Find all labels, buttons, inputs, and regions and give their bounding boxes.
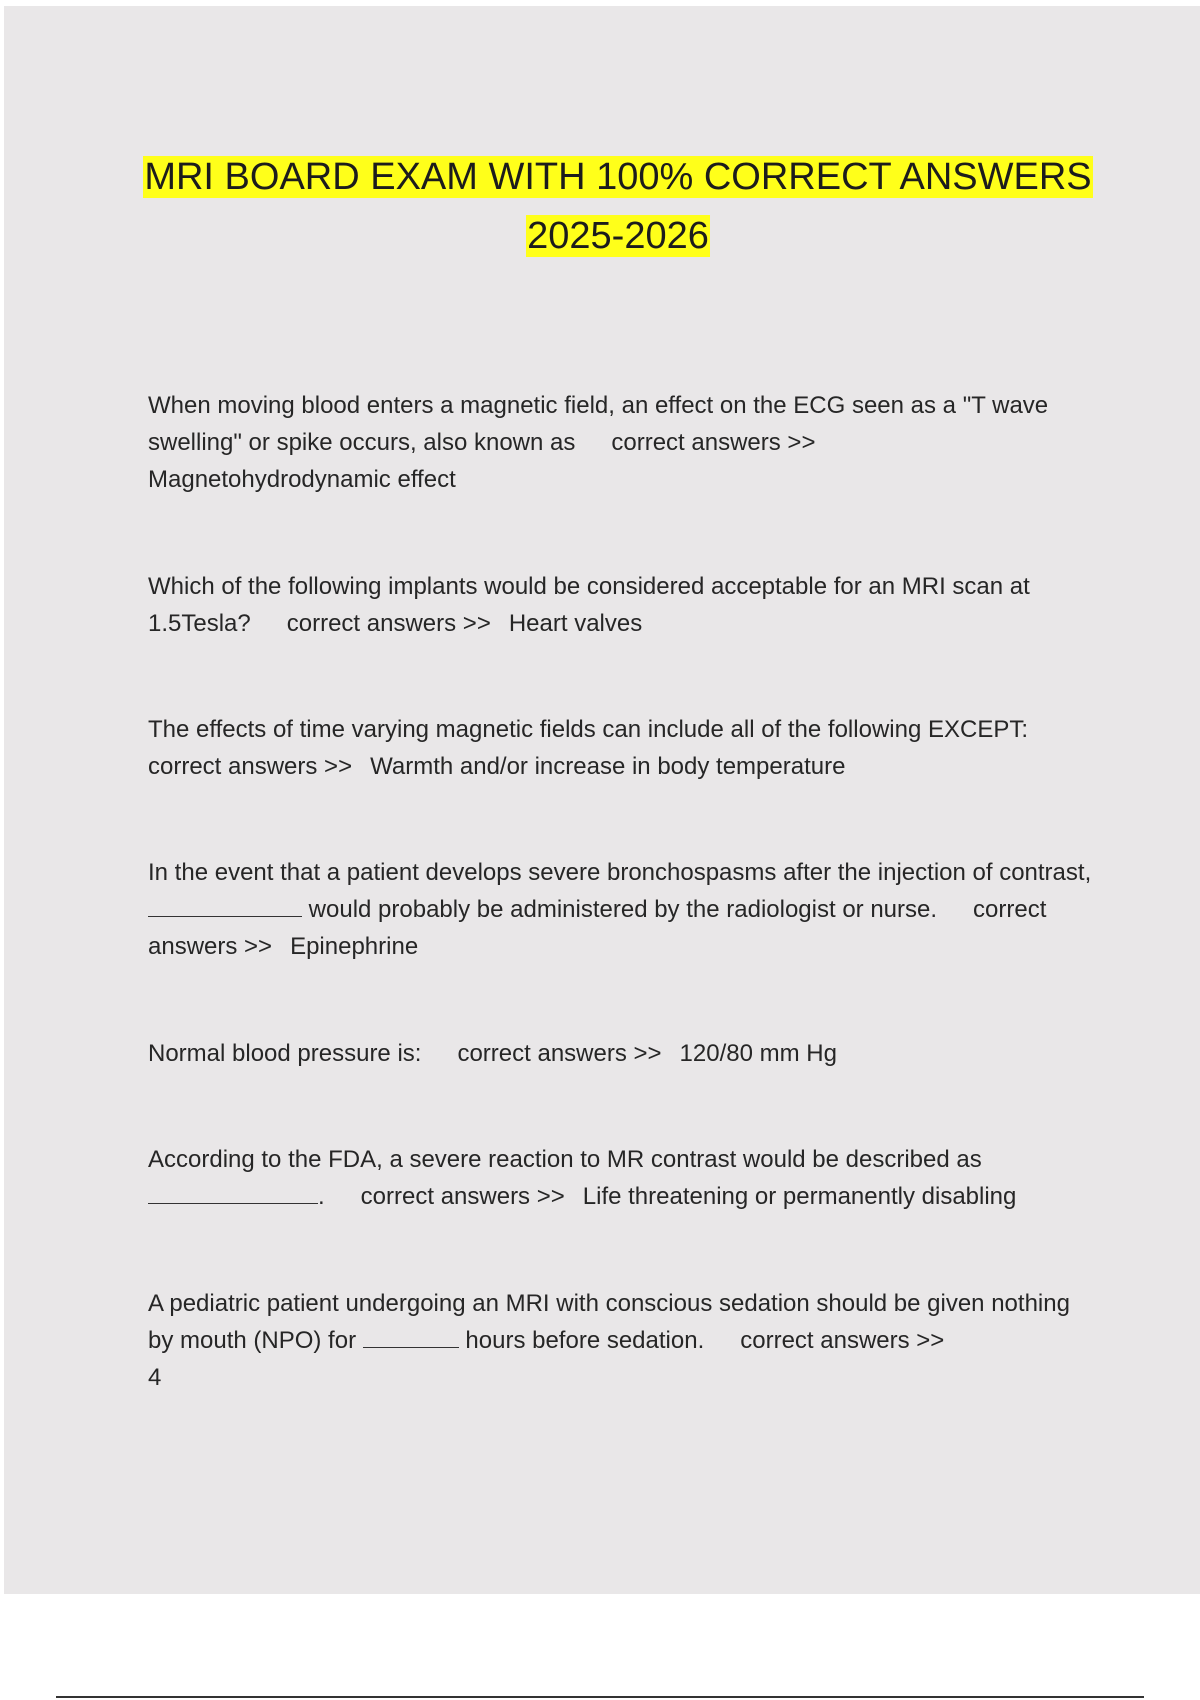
title-line-2: 2025-2026: [527, 215, 709, 257]
answer-blank: [363, 1325, 459, 1348]
answer-marker: correct answers >>: [148, 896, 1047, 960]
question-text: When moving blood enters a magnetic field, an effect on the ECG seen as a "T wave swelling" or spike occurs, also known as: [148, 392, 1049, 456]
question-text: According to the FDA, a severe reaction to MR contrast would be described as: [148, 1146, 982, 1173]
document-title: [0, 148, 1200, 266]
qa-item-1: [148, 387, 1098, 498]
answer-text: Life threatening or permanently disabling: [582, 1183, 1017, 1210]
question-text: In the event that a patient develops severe bronchospasms after the injection of contrast,: [148, 859, 1092, 886]
question-text-continued: would probably be administered by the radiologist or nurse.: [308, 896, 938, 923]
answer-marker: correct answers >>: [148, 753, 353, 780]
qa-item-4: [148, 854, 1098, 965]
footer-divider: [56, 1696, 1144, 1698]
question-text-continued: hours before sedation.: [465, 1327, 705, 1354]
answer-text: Magnetohydrodynamic effect: [148, 466, 456, 493]
question-text: The effects of time varying magnetic fields can include all of the following EXCEPT:: [148, 716, 1028, 743]
title-line-1: MRI BOARD EXAM WITH 100% CORRECT ANSWERS: [144, 156, 1092, 198]
qa-item-5: [148, 1035, 1098, 1072]
answer-marker: correct answers >>: [286, 610, 491, 637]
qa-item-6: [148, 1141, 1098, 1215]
answer-marker: correct answers >>: [740, 1327, 945, 1354]
answer-blank: [148, 1181, 318, 1204]
question-text: Normal blood pressure is:: [148, 1040, 422, 1067]
answer-text: Heart valves: [508, 610, 643, 637]
answer-blank: [148, 894, 302, 917]
answer-text: 120/80 mm Hg: [679, 1040, 837, 1067]
answer-text: Epinephrine: [290, 933, 419, 960]
qa-item-2: [148, 568, 1098, 642]
answer-marker: correct answers >>: [360, 1183, 565, 1210]
answer-marker: correct answers >>: [457, 1040, 662, 1067]
question-text: Which of the following implants would be considered acceptable for an MRI scan at 1.5Tesla?: [148, 573, 1030, 637]
question-text-continued: .: [318, 1183, 325, 1210]
question-text: A pediatric patient undergoing an MRI with conscious sedation should be given nothing by mouth (NPO) for: [148, 1290, 1070, 1354]
answer-marker: correct answers >>: [611, 429, 816, 456]
qa-item-3: [148, 711, 1098, 785]
answer-text: Warmth and/or increase in body temperature: [370, 753, 846, 780]
qa-item-7: [148, 1285, 1098, 1396]
answer-text: 4: [148, 1364, 162, 1391]
